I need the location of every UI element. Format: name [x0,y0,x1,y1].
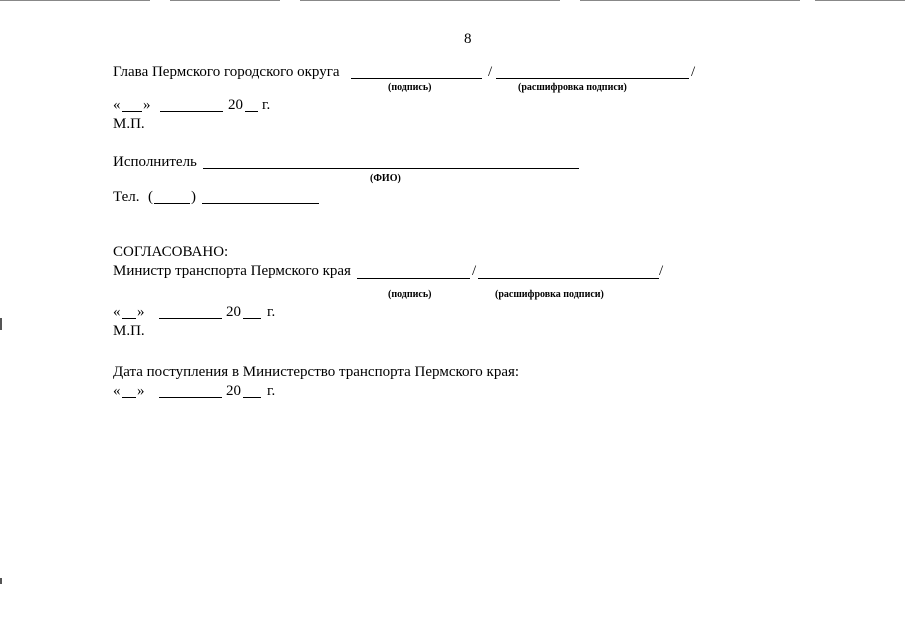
phone-code-line [154,203,190,204]
head-label: Глава Пермского городского округа [113,64,340,80]
date-month-line [159,397,222,398]
scan-edge-top [815,0,905,1]
fio-caption: (ФИО) [370,173,401,184]
minister-signature-line [357,278,470,279]
date-year-suffix: г. [262,97,271,113]
date-year-suffix: г. [267,304,276,320]
scan-edge-top [300,0,560,1]
executor-label: Исполнитель [113,154,197,170]
date-month-line [160,111,223,112]
scan-edge-left [0,578,2,584]
minister-decode-line [478,278,659,279]
head-signature-line [351,78,482,79]
date-close-quote: » [137,383,145,399]
phone-paren-open: ( [148,189,153,205]
date-year-line [243,318,261,319]
date-year-line [243,397,261,398]
date-year-prefix: 20 [226,383,241,399]
phone-label: Тел. [113,189,140,205]
decode-caption: (расшифровка подписи) [518,82,627,93]
phone-number-line [202,203,319,204]
date-day-line [122,318,136,319]
signature-caption: (подпись) [388,289,432,300]
date-open-quote: « [113,97,121,113]
separator-slash: / [691,64,696,80]
date-open-quote: « [113,304,121,320]
scan-edge-top [580,0,800,1]
minister-label: Министр транспорта Пермского края [113,263,351,279]
decode-caption: (расшифровка подписи) [495,289,604,300]
date-open-quote: « [113,383,121,399]
phone-paren-close: ) [191,189,196,205]
date-close-quote: » [143,97,151,113]
page-number: 8 [464,31,472,47]
date-day-line [122,397,136,398]
stamp-place: М.П. [113,323,145,339]
separator-slash: / [472,263,477,279]
stamp-place: М.П. [113,116,145,132]
date-close-quote: » [137,304,145,320]
head-decode-line [496,78,689,79]
date-year-suffix: г. [267,383,276,399]
executor-fio-line [203,168,579,169]
agreed-title: СОГЛАСОВАНО: [113,244,229,260]
receipt-label: Дата поступления в Министерство транспорта Пермского края: [113,364,520,380]
date-month-line [159,318,222,319]
scan-edge-top [170,0,280,1]
separator-slash: / [488,64,493,80]
date-day-line [122,111,142,112]
date-year-line [245,111,258,112]
signature-caption: (подпись) [388,82,432,93]
date-year-prefix: 20 [228,97,243,113]
scan-edge-left [0,318,2,330]
separator-slash: / [659,263,664,279]
date-year-prefix: 20 [226,304,241,320]
scan-edge-top [0,0,150,1]
